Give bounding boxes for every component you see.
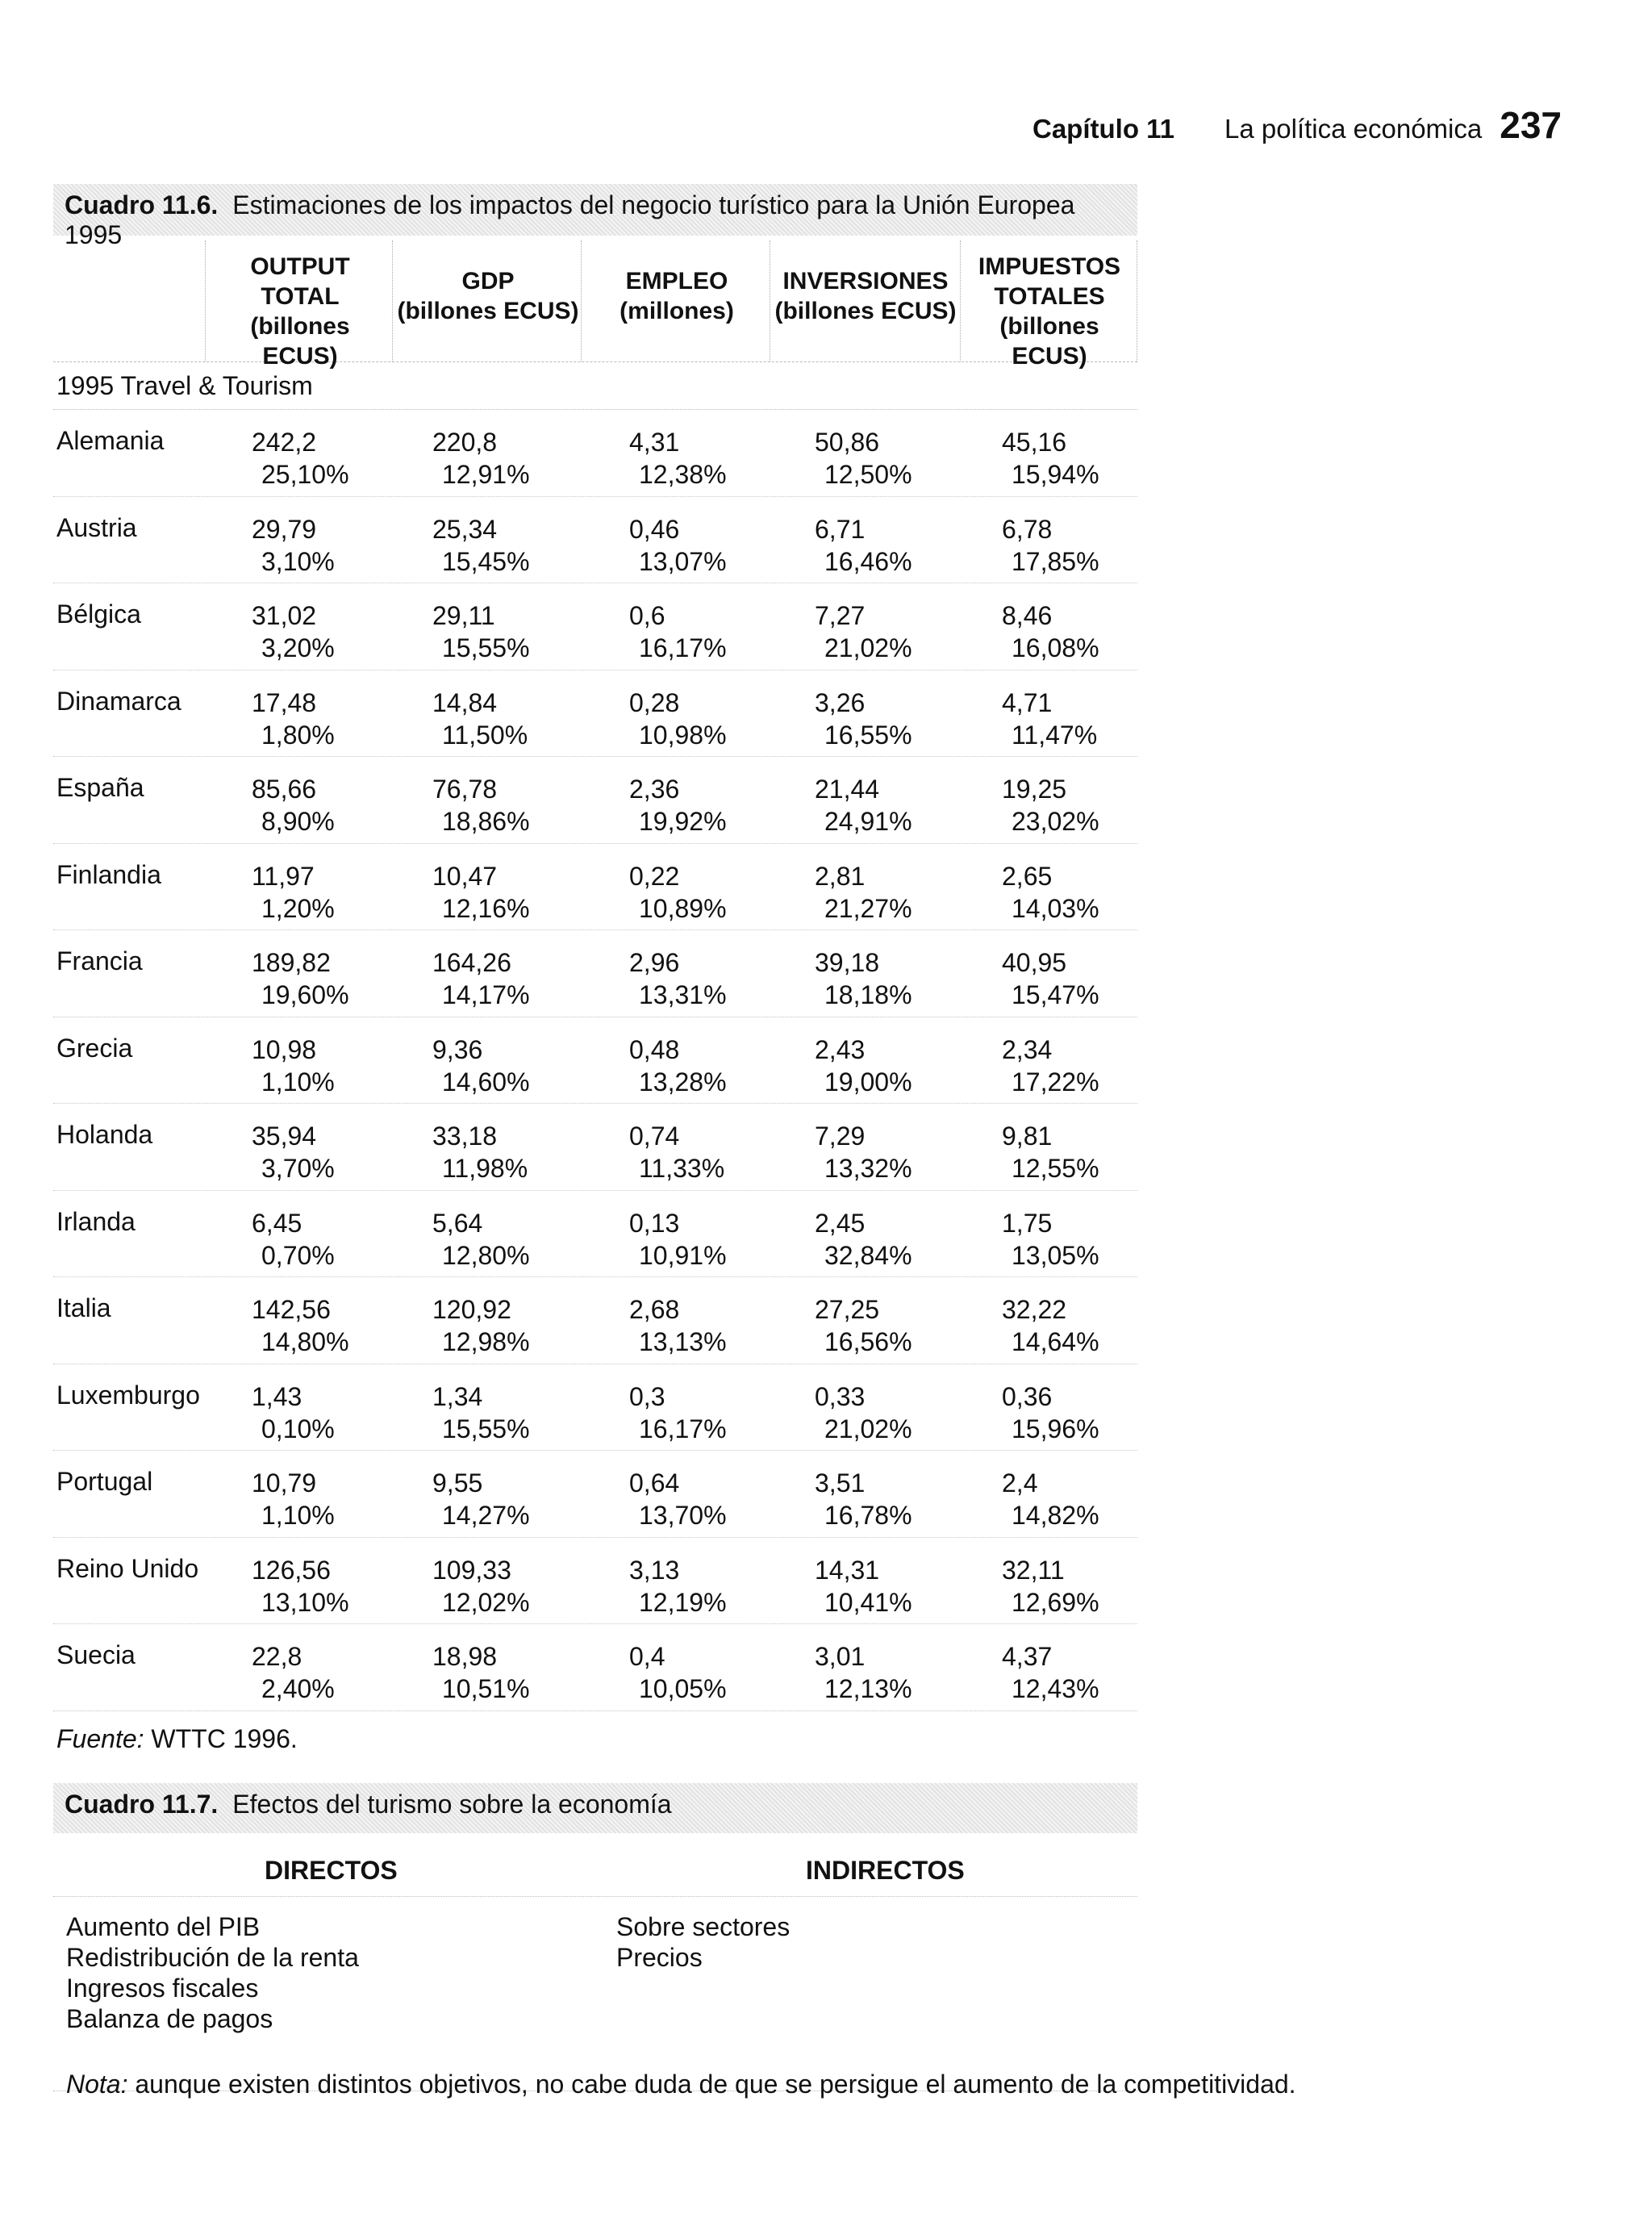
table-cell <box>1002 946 1099 1011</box>
cell-percent: 14,27% <box>442 1501 530 1530</box>
cell-value: 0,64 <box>629 1468 680 1498</box>
cell-value: 3,01 <box>815 1642 866 1671</box>
table-cell <box>1002 426 1099 491</box>
table-cell <box>815 687 912 751</box>
table-cell <box>252 599 335 664</box>
list-item: Ingresos fiscales <box>66 1974 259 2003</box>
cell-value: 0,33 <box>815 1381 866 1411</box>
directos-list <box>66 1911 359 2034</box>
country-name: Irlanda <box>56 1206 136 1236</box>
table-cell <box>815 599 912 664</box>
table-cell <box>1002 1640 1099 1705</box>
header-impuestos-totales: IMPUESTOS TOTALES (billones ECUS) <box>978 253 1121 370</box>
cell-percent: 1,20% <box>261 893 335 923</box>
table-cell <box>1002 513 1099 578</box>
table-11-6 <box>53 240 1137 1754</box>
cell-value: 14,84 <box>432 687 498 717</box>
cell-percent: 13,32% <box>824 1154 912 1183</box>
cell-value: 85,66 <box>252 775 317 804</box>
cell-percent: 15,55% <box>442 1414 530 1443</box>
cell-percent: 14,60% <box>442 1067 530 1097</box>
cell-value: 10,47 <box>432 861 498 891</box>
cell-percent: 15,96% <box>1012 1414 1099 1443</box>
table-cell <box>815 1034 912 1098</box>
table-cell <box>815 513 912 578</box>
page-number: 237 <box>1500 104 1562 146</box>
table-cell <box>1002 773 1099 838</box>
table-cell <box>629 1207 727 1272</box>
cell-percent: 19,60% <box>261 980 349 1009</box>
table-cell <box>432 1120 528 1184</box>
cell-value: 0,48 <box>629 1034 680 1064</box>
cell-percent: 10,41% <box>824 1587 912 1617</box>
cell-value: 2,65 <box>1002 861 1053 891</box>
indirectos-list <box>616 1911 790 1973</box>
table-cell <box>815 1640 912 1705</box>
cell-percent: 18,18% <box>824 980 912 1009</box>
table-cell <box>629 687 727 751</box>
table-row <box>53 757 1137 844</box>
cell-percent: 12,38% <box>639 460 727 489</box>
cell-percent: 16,55% <box>824 720 912 750</box>
table-cell <box>815 946 912 1011</box>
country-name: Luxemburgo <box>56 1380 200 1410</box>
cell-value: 2,68 <box>629 1295 680 1324</box>
table-row <box>53 930 1137 1017</box>
table-cell <box>252 426 349 491</box>
chapter-label: Capítulo 11 <box>1032 114 1175 144</box>
table-row <box>53 583 1137 670</box>
table-cell <box>252 1120 335 1184</box>
caption-label: Cuadro 11.7. <box>65 1790 219 1819</box>
cell-value: 242,2 <box>252 428 317 457</box>
table-cell <box>432 1381 530 1445</box>
cell-value: 32,11 <box>1002 1555 1065 1585</box>
table-cell <box>252 1034 335 1098</box>
cell-value: 2,45 <box>815 1208 866 1238</box>
table-cell <box>815 1293 912 1358</box>
cell-value: 39,18 <box>815 948 880 977</box>
cell-value: 11,97 <box>252 861 315 891</box>
cell-value: 8,46 <box>1002 601 1053 630</box>
cell-value: 120,92 <box>432 1295 511 1324</box>
table-cell <box>815 1120 912 1184</box>
table-cell <box>432 1034 530 1098</box>
list-item: Precios <box>616 1943 703 1972</box>
cell-value: 0,6 <box>629 601 665 630</box>
cell-percent: 8,90% <box>261 807 335 836</box>
cell-percent: 13,10% <box>261 1587 349 1617</box>
cell-percent: 23,02% <box>1012 807 1099 836</box>
cell-value: 2,81 <box>815 861 866 891</box>
table-cell <box>432 599 530 664</box>
table-cell <box>252 1467 335 1531</box>
cell-percent: 10,05% <box>639 1674 727 1703</box>
cell-value: 109,33 <box>432 1555 511 1585</box>
table-cell <box>1002 687 1097 751</box>
table-cell <box>432 426 530 491</box>
cell-percent: 13,28% <box>639 1067 727 1097</box>
cell-value: 17,48 <box>252 687 317 717</box>
country-name: Holanda <box>56 1120 153 1149</box>
table-cell <box>629 1120 724 1184</box>
table-header <box>53 1848 1137 1897</box>
table-cell <box>252 860 335 925</box>
country-name: Suecia <box>56 1640 136 1669</box>
cell-value: 4,37 <box>1002 1642 1053 1671</box>
cell-percent: 16,08% <box>1012 633 1099 662</box>
table-cell <box>1002 599 1099 664</box>
cell-value: 4,71 <box>1002 687 1053 717</box>
cell-value: 3,51 <box>815 1468 866 1498</box>
table-cell <box>1002 1381 1099 1445</box>
cell-value: 50,86 <box>815 428 880 457</box>
cell-value: 35,94 <box>252 1122 317 1151</box>
cell-value: 2,43 <box>815 1034 866 1064</box>
table-cell <box>432 1467 530 1531</box>
cell-value: 31,02 <box>252 601 317 630</box>
cell-percent: 12,02% <box>442 1587 530 1617</box>
header-gdp: GDP (billones ECUS) <box>397 268 579 324</box>
country-name: Italia <box>56 1293 111 1322</box>
table-subheader: 1995 Travel & Tourism <box>53 362 1137 410</box>
table-cell <box>252 1381 335 1445</box>
cell-value: 7,27 <box>815 601 866 630</box>
table-cell <box>815 1467 912 1531</box>
table-11-7 <box>53 1848 1137 2091</box>
country-name: Reino Unido <box>56 1553 199 1583</box>
list-item: Aumento del PIB <box>66 1912 261 1941</box>
caption-label: Cuadro 11.6. <box>65 190 219 219</box>
cell-value: 29,79 <box>252 514 317 544</box>
cell-value: 126,56 <box>252 1555 331 1585</box>
country-name: Francia <box>56 946 143 975</box>
header-empleo: EMPLEO (millones) <box>620 268 734 324</box>
cell-percent: 12,43% <box>1012 1674 1099 1703</box>
caption-text: Estimaciones de los impactos del negocio turístico para la Unión Europea 1995 <box>65 190 1075 249</box>
cell-percent: 3,20% <box>261 633 335 662</box>
cell-percent: 15,55% <box>442 633 530 662</box>
cell-percent: 16,46% <box>824 546 912 576</box>
table-row <box>53 1364 1137 1452</box>
table-cell <box>815 1554 912 1619</box>
cell-percent: 13,31% <box>639 980 727 1009</box>
table-cell <box>629 860 727 925</box>
cell-percent: 0,70% <box>261 1240 335 1270</box>
table-body <box>53 410 1137 1711</box>
cell-value: 40,95 <box>1002 948 1067 977</box>
table-cell <box>815 773 912 838</box>
cell-value: 2,4 <box>1002 1468 1038 1498</box>
country-name: Finlandia <box>56 859 161 889</box>
cell-percent: 17,22% <box>1012 1067 1099 1097</box>
cell-value: 25,34 <box>432 514 498 544</box>
country-name: Grecia <box>56 1033 133 1063</box>
table-cell <box>1002 1207 1099 1272</box>
cell-value: 18,98 <box>432 1642 498 1671</box>
cell-percent: 10,89% <box>639 893 727 923</box>
cell-value: 2,34 <box>1002 1034 1053 1064</box>
cell-value: 3,26 <box>815 687 866 717</box>
cell-percent: 19,92% <box>639 807 727 836</box>
table-cell <box>432 1293 530 1358</box>
table-cell <box>1002 860 1099 925</box>
cell-percent: 14,64% <box>1012 1327 1099 1356</box>
table-cell <box>432 1207 530 1272</box>
table-cell <box>432 773 530 838</box>
cell-percent: 11,33% <box>639 1154 725 1183</box>
cell-percent: 16,17% <box>639 1414 727 1443</box>
table-row <box>53 1191 1137 1278</box>
cell-value: 10,98 <box>252 1034 317 1064</box>
cell-percent: 12,13% <box>824 1674 912 1703</box>
cell-value: 1,34 <box>432 1381 483 1411</box>
cell-percent: 12,55% <box>1012 1154 1099 1183</box>
table-row <box>53 1538 1137 1625</box>
cell-percent: 11,47% <box>1012 720 1098 750</box>
cell-percent: 10,98% <box>639 720 727 750</box>
header-inversiones: INVERSIONES (billones ECUS) <box>774 268 957 324</box>
table-row <box>53 1277 1137 1364</box>
table-cell <box>629 513 727 578</box>
table-cell <box>432 687 528 751</box>
cell-percent: 12,91% <box>442 460 530 489</box>
cell-percent: 19,00% <box>824 1067 912 1097</box>
cell-percent: 16,78% <box>824 1501 912 1530</box>
cell-percent: 10,91% <box>639 1240 727 1270</box>
table-cell <box>629 946 727 1011</box>
cell-value: 0,4 <box>629 1642 665 1671</box>
cell-percent: 21,27% <box>824 893 912 923</box>
cell-percent: 14,17% <box>442 980 530 1009</box>
cell-percent: 14,80% <box>261 1327 349 1356</box>
cell-value: 4,31 <box>629 428 680 457</box>
table-cell <box>629 1467 727 1531</box>
cell-percent: 12,80% <box>442 1240 530 1270</box>
table-row <box>53 1624 1137 1711</box>
running-head <box>1032 103 1562 147</box>
cell-value: 9,36 <box>432 1034 483 1064</box>
cell-percent: 25,10% <box>261 460 349 489</box>
cell-percent: 2,40% <box>261 1674 335 1703</box>
cell-percent: 32,84% <box>824 1240 912 1270</box>
table-cell <box>252 1554 349 1619</box>
cell-percent: 13,70% <box>639 1501 727 1530</box>
list-item: Sobre sectores <box>616 1912 791 1941</box>
cell-percent: 12,69% <box>1012 1587 1099 1617</box>
table-row <box>53 1017 1137 1105</box>
cell-percent: 10,51% <box>442 1674 530 1703</box>
table-row <box>53 410 1137 497</box>
table-cell <box>252 513 335 578</box>
header-indirectos: INDIRECTOS <box>806 1856 965 1885</box>
table-row <box>53 670 1137 758</box>
cell-percent: 0,10% <box>261 1414 335 1443</box>
cell-percent: 1,80% <box>261 720 335 750</box>
table-cell <box>629 1034 727 1098</box>
table-cell <box>1002 1554 1099 1619</box>
cell-percent: 14,82% <box>1012 1501 1099 1530</box>
table-cell <box>252 687 335 751</box>
table-cell <box>252 1207 335 1272</box>
cell-value: 0,46 <box>629 514 680 544</box>
list-item: Redistribución de la renta <box>66 1943 359 1972</box>
cell-percent: 13,05% <box>1012 1240 1099 1270</box>
table-cell <box>629 1554 727 1619</box>
cell-percent: 3,70% <box>261 1154 335 1183</box>
cell-value: 0,22 <box>629 861 680 891</box>
cell-percent: 13,07% <box>639 546 727 576</box>
cell-percent: 12,19% <box>639 1587 727 1617</box>
cell-percent: 12,16% <box>442 893 530 923</box>
table-cell <box>252 1293 349 1358</box>
table-cell <box>815 1207 912 1272</box>
table-cell <box>432 860 530 925</box>
cell-percent: 11,98% <box>442 1154 528 1183</box>
list-item: Balanza de pagos <box>66 2004 273 2033</box>
table-cell <box>629 426 727 491</box>
cell-percent: 15,94% <box>1012 460 1099 489</box>
country-name: Austria <box>56 512 137 542</box>
cell-value: 142,56 <box>252 1295 331 1324</box>
cell-value: 27,25 <box>815 1295 880 1324</box>
table-cell <box>432 513 530 578</box>
country-name: España <box>56 773 144 802</box>
cell-percent: 14,03% <box>1012 893 1099 923</box>
cell-value: 19,25 <box>1002 775 1067 804</box>
table-cell <box>1002 1467 1099 1531</box>
cell-percent: 16,56% <box>824 1327 912 1356</box>
cell-percent: 13,13% <box>639 1327 727 1356</box>
cell-value: 164,26 <box>432 948 511 977</box>
table-cell <box>629 1640 727 1705</box>
cell-value: 21,44 <box>815 775 880 804</box>
table-cell <box>252 773 335 838</box>
cell-percent: 16,17% <box>639 633 727 662</box>
table-source: Fuente: WTTC 1996. <box>56 1723 298 1753</box>
table-row <box>53 1451 1137 1538</box>
cell-percent: 1,10% <box>261 1501 335 1530</box>
cell-value: 5,64 <box>432 1208 483 1238</box>
table-caption-11-6 <box>53 184 1137 249</box>
table-cell <box>1002 1120 1099 1184</box>
cell-value: 32,22 <box>1002 1295 1067 1324</box>
country-name: Alemania <box>56 426 165 455</box>
cell-value: 10,79 <box>252 1468 317 1498</box>
cell-percent: 21,02% <box>824 1414 912 1443</box>
table-cell <box>815 860 912 925</box>
cell-value: 0,28 <box>629 687 680 717</box>
table-row <box>53 844 1137 931</box>
cell-value: 33,18 <box>432 1122 498 1151</box>
table-cell <box>432 946 530 1011</box>
table-row <box>53 1104 1137 1191</box>
table-cell <box>815 1381 912 1445</box>
cell-percent: 21,02% <box>824 633 912 662</box>
table-body <box>53 1897 1137 2091</box>
table-cell <box>252 1640 335 1705</box>
table-header <box>53 240 1137 370</box>
country-name: Bélgica <box>56 599 141 629</box>
table-row <box>53 497 1137 584</box>
header-directos: DIRECTOS <box>265 1856 398 1885</box>
country-name: Portugal <box>56 1467 153 1496</box>
cell-value: 9,81 <box>1002 1122 1053 1151</box>
cell-percent: 15,45% <box>442 546 530 576</box>
table-cell <box>1002 1034 1099 1098</box>
cell-percent: 12,50% <box>824 460 912 489</box>
table-cell <box>815 426 912 491</box>
table-note: Nota: aunque existen distintos objetivos, no cabe duda de que se persigue el aumento de la competitividad. <box>66 2070 1296 2099</box>
country-name: Dinamarca <box>56 686 181 716</box>
cell-value: 0,13 <box>629 1208 680 1238</box>
cell-percent: 12,98% <box>442 1327 530 1356</box>
cell-percent: 17,85% <box>1012 546 1099 576</box>
cell-value: 6,78 <box>1002 514 1053 544</box>
cell-percent: 3,10% <box>261 546 335 576</box>
chapter-title: La política económica <box>1224 114 1483 144</box>
table-cell <box>432 1554 530 1619</box>
cell-value: 0,3 <box>629 1381 665 1411</box>
cell-value: 9,55 <box>432 1468 483 1498</box>
cell-value: 22,8 <box>252 1642 302 1671</box>
cell-value: 0,74 <box>629 1122 680 1151</box>
cell-value: 220,8 <box>432 428 498 457</box>
cell-value: 2,36 <box>629 775 680 804</box>
table-cell <box>432 1640 530 1705</box>
table-caption-11-7 <box>53 1783 1137 1833</box>
cell-value: 1,75 <box>1002 1208 1053 1238</box>
cell-percent: 18,86% <box>442 807 530 836</box>
table-cell <box>1002 1293 1099 1358</box>
cell-value: 29,11 <box>432 601 495 630</box>
cell-value: 6,71 <box>815 514 866 544</box>
cell-value: 7,29 <box>815 1122 866 1151</box>
table-cell <box>629 1381 727 1445</box>
cell-percent: 1,10% <box>261 1067 335 1097</box>
table-cell <box>629 773 727 838</box>
cell-value: 2,96 <box>629 948 680 977</box>
cell-value: 45,16 <box>1002 428 1067 457</box>
cell-value: 189,82 <box>252 948 331 977</box>
cell-value: 0,36 <box>1002 1381 1053 1411</box>
cell-percent: 11,50% <box>442 720 528 750</box>
cell-value: 3,13 <box>629 1555 680 1585</box>
header-output-total: OUTPUT TOTAL (billones ECUS) <box>250 253 350 370</box>
cell-percent: 24,91% <box>824 807 912 836</box>
cell-value: 14,31 <box>815 1555 880 1585</box>
table-cell <box>629 1293 727 1358</box>
table-cell <box>629 599 727 664</box>
cell-value: 6,45 <box>252 1208 302 1238</box>
cell-value: 76,78 <box>432 775 498 804</box>
caption-text: Efectos del turismo sobre la economía <box>232 1790 672 1819</box>
cell-percent: 15,47% <box>1012 980 1099 1009</box>
cell-value: 1,43 <box>252 1381 302 1411</box>
table-cell <box>252 946 349 1011</box>
